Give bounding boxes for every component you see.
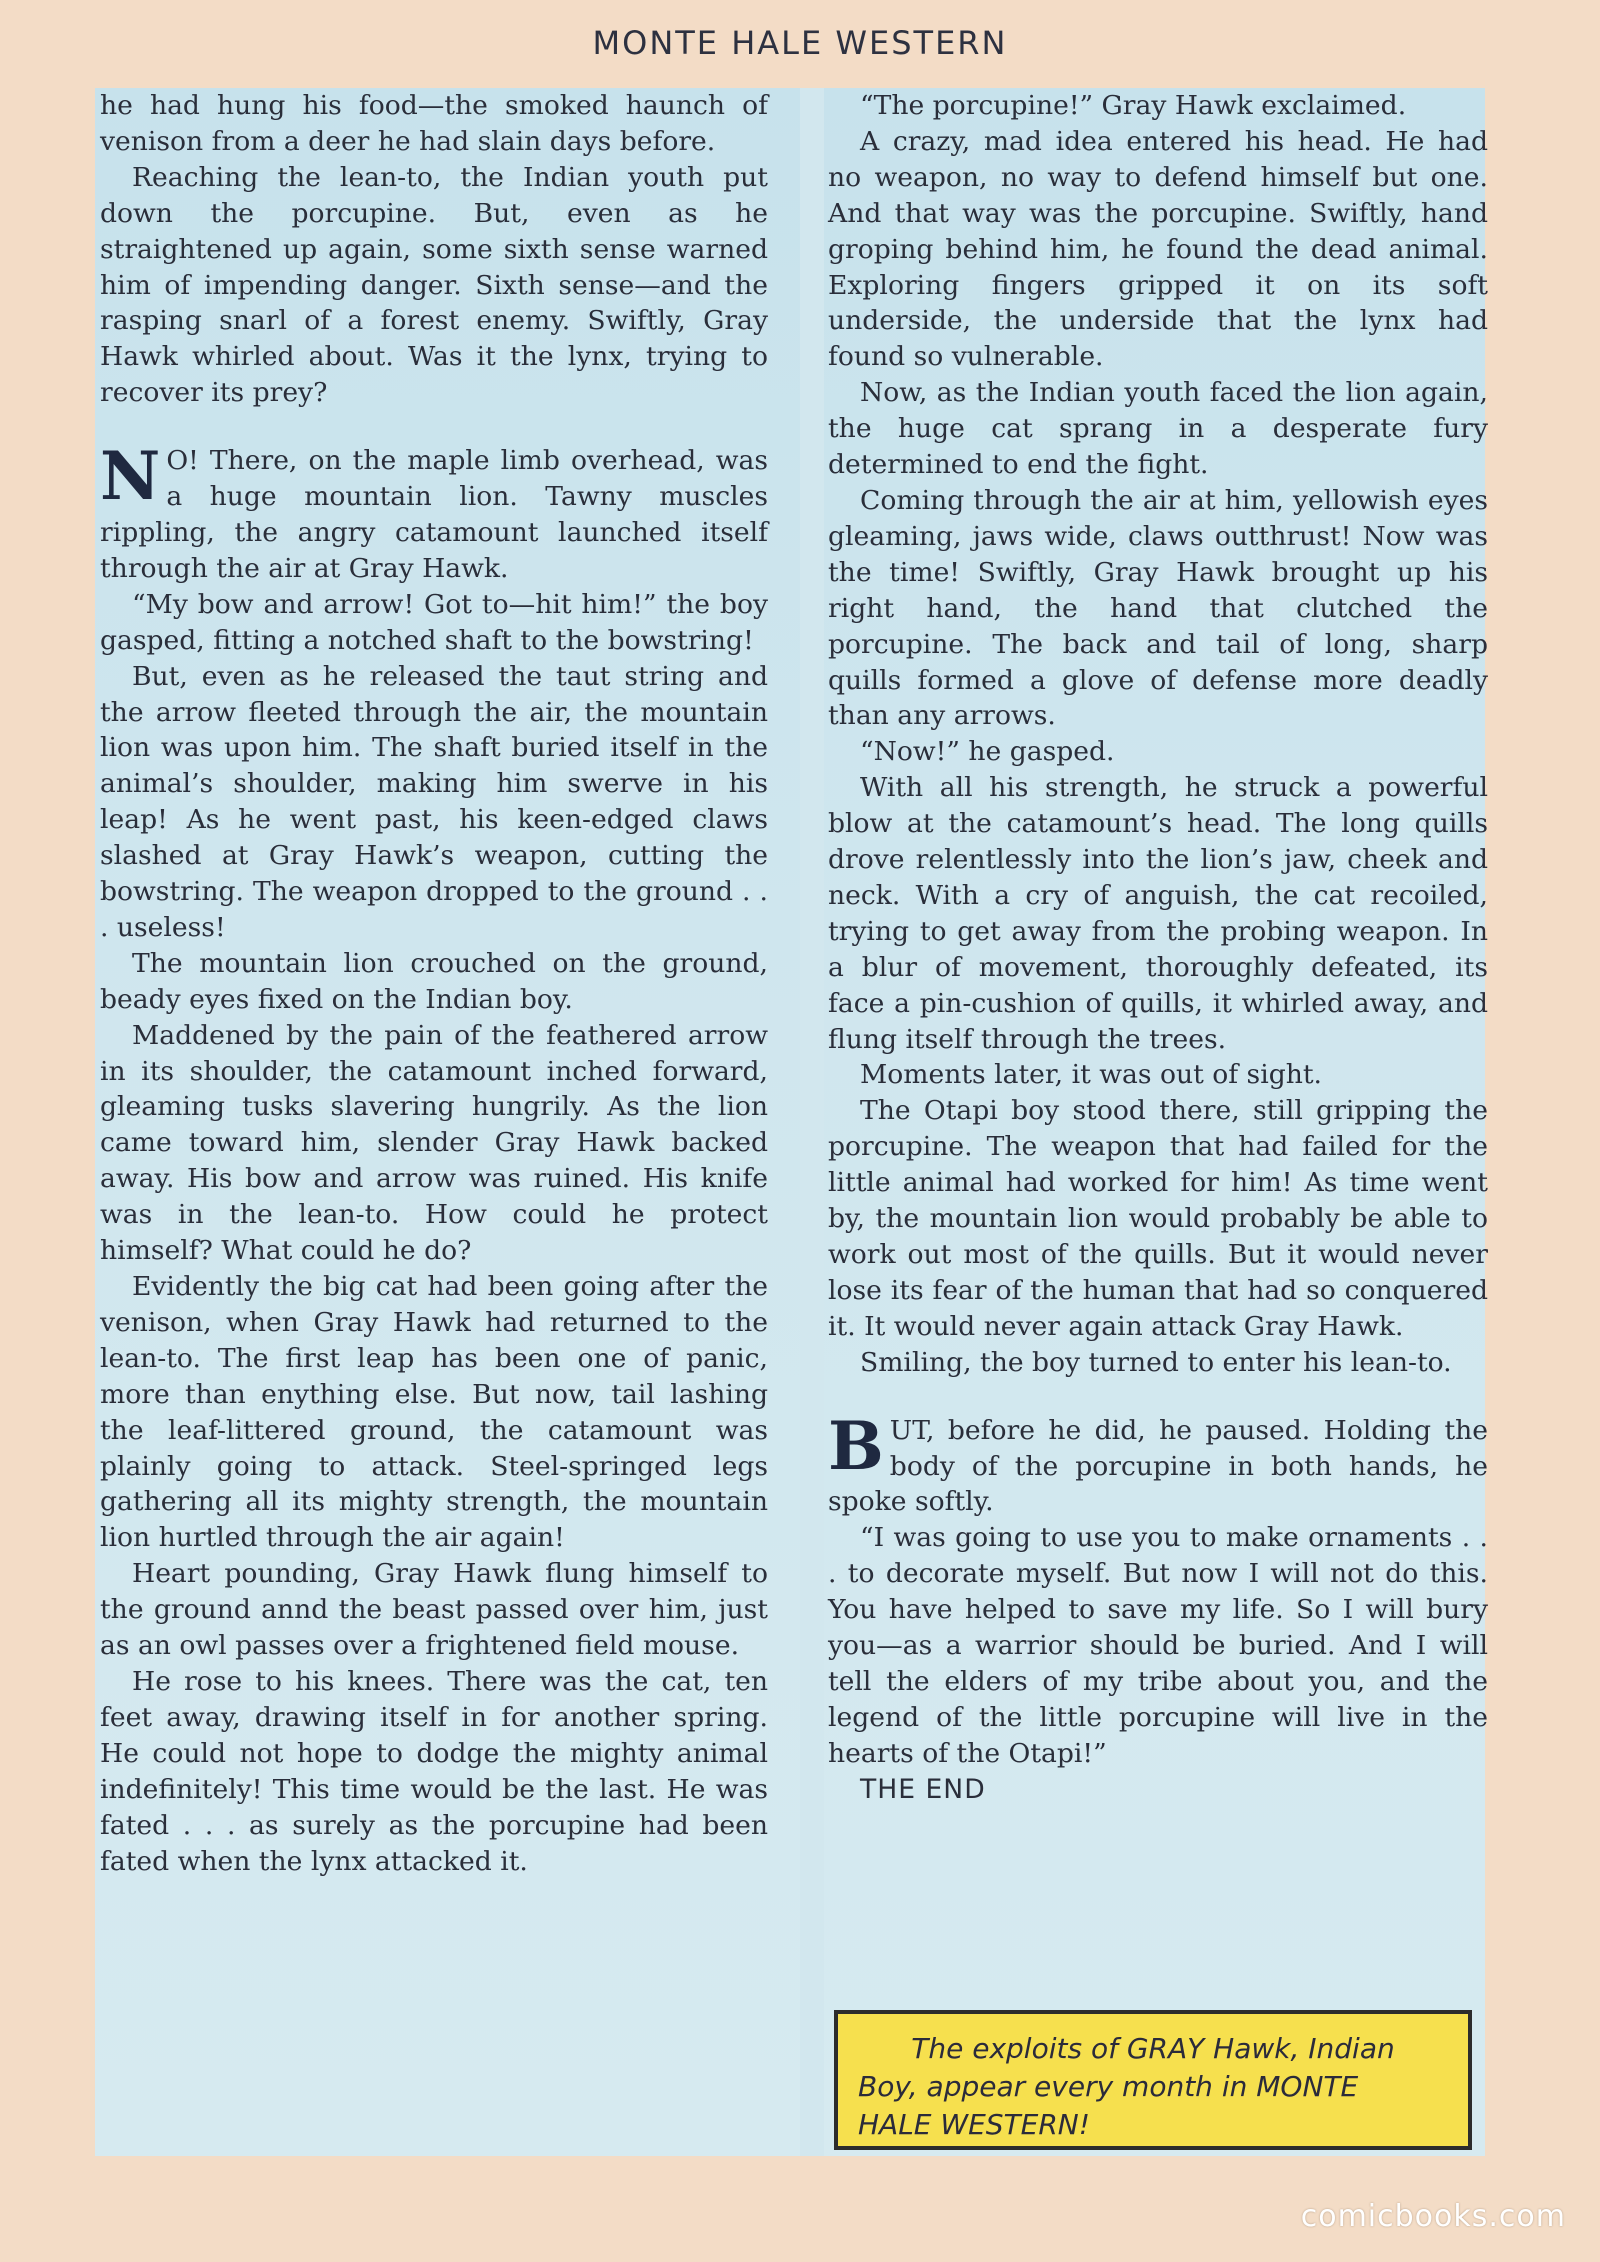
page-header-title: MONTE HALE WESTERN <box>592 24 1008 62</box>
paragraph: Smiling, the boy turned to enter his lean-to. <box>860 1346 1452 1378</box>
promo-line: HALE WESTERN! <box>858 2108 1090 2141</box>
paragraph: A crazy, mad idea entered his head. He had no weapon, no way to defend himself but one. And that way was the porcupine. Swiftly, hand groping behind him, he found the dead animal. Exploring fingers gripped it on its soft underside, the underside that the lynx had found so vulnerable. <box>828 125 1488 373</box>
paragraph-text: O! There, on the maple limb overhead, was a huge mountain lion. Tawny muscles rippling, the angry catamount launched itself through the air at Gray Hawk. <box>100 445 768 584</box>
promo-line: The exploits of GRAY Hawk, Indian <box>911 2032 1395 2065</box>
the-end-label: THE END <box>860 1773 986 1805</box>
paragraph: “Now!” he gasped. <box>860 736 1115 768</box>
column-divider <box>800 88 824 2156</box>
paragraph: “My bow and arrow! Got to—hit him!” the boy gasped, fitting a notched shaft to the bowstring! <box>100 588 768 656</box>
paragraph: Reaching the lean-to, the Indian youth put down the porcupine. But, even as he straightened up again, some sixth sense warned him of impending danger. Sixth sense—and the rasping snarl of a forest enemy. Swiftly, Gray Hawk whirled about. Was it the lynx, trying to recover its prey? <box>100 161 768 409</box>
paragraph: he had hung his food—the smoked haunch of venison from a deer he had slain days before. <box>100 90 768 157</box>
right-text-column <box>828 88 1488 1998</box>
paragraph: The Otapi boy stood there, still gripping the porcupine. The weapon that had failed for the little animal had worked for him! As time went by, the mountain lion would probably be able to work out most of the quills. But it would never lose its fear of the human that had so conquered it. It would never again attack Gray Hawk. <box>828 1095 1488 1342</box>
paragraph: Coming through the air at him, yellowish eyes gleaming, jaws wide, claws outthrust! Now was the time! Swiftly, Gray Hawk brought up his right hand, the hand that clutched the porcupine. The back and tail of long, sharp quills formed a glove of defense more deadly than any arrows. <box>828 484 1488 732</box>
paragraph: Heart pounding, Gray Hawk flung himself to the ground annd the beast passed over him, just as an owl passes over a frightened field mouse. <box>100 1558 768 1662</box>
paragraph-text: UT, before he did, he paused. Holding the body of the porcupine in both hands, he spoke softly. <box>828 1414 1488 1518</box>
paragraph: He rose to his knees. There was the cat, ten feet away, drawing itself in for another spring. He could not hope to dodge the mighty animal indefinitely! This time would be the last. He was fated . . . as surely as the porcupine had been fated when the lynx attacked it. <box>100 1665 768 1877</box>
paragraph: Moments later, it was out of sight. <box>860 1059 1322 1091</box>
drop-cap-letter: N <box>100 437 161 516</box>
promo-box <box>834 2010 1472 2150</box>
paragraph: Evidently the big cat had been going after the venison, when Gray Hawk had returned to the lean-to. The first leap has been one of panic, more than enything else. But now, tail lashing the leaf-littered ground, the catamount was plainly going to attack. Steel-springed legs gathering all its mighty strength, the mountain lion hurtled through the air again! <box>100 1271 768 1554</box>
paragraph: “The porcupine!” Gray Hawk exclaimed. <box>860 90 1407 121</box>
promo-line: Boy, appear every month in MONTE <box>858 2070 1359 2103</box>
paragraph: Now, as the Indian youth faced the lion again, the huge cat sprang in a desperate fury determined to end the fight. <box>828 377 1488 481</box>
paragraph: Maddened by the pain of the feathered arrow in its shoulder, the catamount inched forward, gleaming tusks slavering hungrily. As the lion came toward him, slender Gray Hawk backed away. His bow and arrow was ruined. His knife was in the lean-to. How could he protect himself? What could he do? <box>100 1019 768 1267</box>
paragraph-with-dropcap <box>100 437 768 587</box>
paragraph: The mountain lion crouched on the ground, beady eyes fixed on the Indian boy. <box>100 947 768 1015</box>
drop-cap-letter: B <box>828 1406 884 1485</box>
paragraph: But, even as he released the taut string and the arrow fleeted through the air, the mountain lion was upon him. The shaft buried itself in the animal’s shoulder, making him swerve in his leap! As he went past, his keen-edged claws slashed at Gray Hawk’s weapon, cutting the bowstring. The weapon dropped to the ground . . . useless! <box>100 660 768 943</box>
left-text-column <box>100 88 768 2156</box>
paragraph: “I was going to use you to make ornaments . . . to decorate myself. But now I will not do this. You have helped to save my life. So I will bury you—as a warrior should be buried. And I will tell the elders of my tribe about you, and the legend of the little porcupine will live in the hearts of the Otapi!” <box>828 1522 1488 1769</box>
site-watermark: comicbooks.com <box>1300 2199 1566 2234</box>
paragraph-with-dropcap <box>828 1406 1488 1521</box>
paragraph: With all his strength, he struck a powerful blow at the catamount’s head. The long quills drove relentlessly into the lion’s jaw, cheek and neck. With a cry of anguish, the cat recoiled, trying to get away from the probing weapon. In a blur of movement, thoroughly defeated, its face a pin-cushion of quills, it whirled away, and flung itself through the trees. <box>828 772 1488 1055</box>
